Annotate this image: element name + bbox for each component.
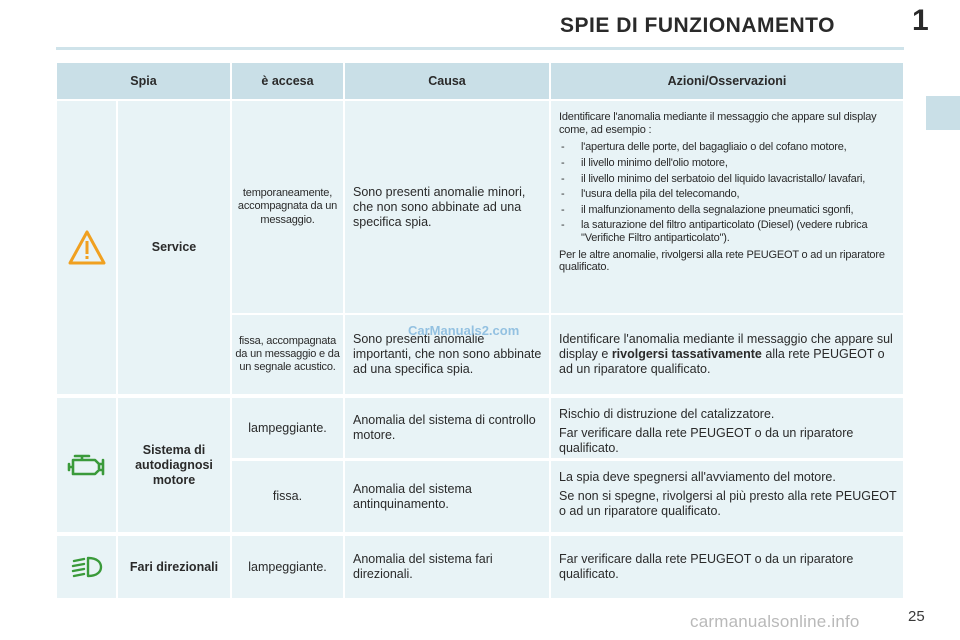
watermark: CarManuals2.com — [408, 323, 520, 338]
engine-action-2-b: Se non si spegne, rivolgersi al più presto alla rete PEUGEOT o ad un riparatore qualificato. — [559, 489, 897, 518]
headlights-cause: Anomalia del sistema fari direzionali. — [345, 536, 549, 598]
engine-icon — [67, 450, 107, 480]
engine-action-1 — [551, 398, 903, 458]
service-action-intro: Identificare l'anomalia mediante il messaggio che appare sul display come, ad esempio : — [559, 111, 877, 136]
headlights-state: lampeggiante. — [232, 536, 343, 598]
col-header-azioni: Azioni/Osservazioni — [551, 63, 903, 99]
list-item: - il livello minimo dell'olio motore, — [559, 157, 897, 170]
engine-cause-2: Anomalia del sistema antinquinamento. — [345, 461, 549, 532]
list-item: - l'apertura delle porte, del bagagliaio o del cofano motore, — [559, 141, 897, 154]
warning-triangle-icon — [67, 229, 107, 267]
list-item: - la saturazione del filtro antiparticolato (Diesel) (vedere rubrica "Verifiche Filtro antiparticolato"). — [559, 219, 897, 244]
page-number: 25 — [908, 608, 925, 625]
headlamp-icon — [70, 556, 104, 578]
service-cause-1: Sono presenti anomalie minori, che non sono abbinate ad una specifica spia. — [345, 101, 549, 313]
engine-action-2-a: La spia deve spegnersi all'avviamento del motore. — [559, 470, 836, 484]
service-action-2 — [551, 315, 903, 394]
title-rule — [56, 47, 904, 50]
service-icon-cell — [57, 101, 116, 394]
service-state-1: temporaneamente, accompagnata da un messaggio. — [232, 101, 343, 313]
service-cause-2: Sono presenti anomalie importanti, che non sono abbinate ad una specifica spia. — [345, 315, 549, 394]
list-item: - il livello minimo del serbatoio del liquido lavacristallo/ lavafari, — [559, 173, 897, 186]
service-state-2: fissa, accompagnata da un messaggio e da un segnale acustico. — [232, 315, 343, 394]
engine-cause-1: Anomalia del sistema di controllo motore. — [345, 398, 549, 458]
chapter-side-tab — [926, 96, 960, 130]
service-action-2-emphasis: rivolgersi tassativamente — [611, 347, 762, 361]
headlamp-icon-cell — [57, 536, 116, 598]
engine-action-1-b: Far verificare dalla rete PEUGEOT o da un riparatore qualificato. — [559, 426, 854, 455]
service-anomaly-list — [559, 141, 897, 244]
service-name: Service — [118, 101, 230, 394]
col-header-spia: Spia — [57, 63, 230, 99]
engine-action-1-a: Rischio di distruzione del catalizzatore. — [559, 407, 775, 421]
engine-state-1: lampeggiante. — [232, 398, 343, 458]
list-item: - il malfunzionamento della segnalazione pneumatici sgonfi, — [559, 204, 897, 217]
chapter-number: 1 — [912, 4, 929, 37]
service-action-1 — [551, 101, 903, 313]
col-header-causa: Causa — [345, 63, 549, 99]
engine-icon-cell — [57, 398, 116, 532]
headlights-name: Fari direzionali — [118, 536, 230, 598]
engine-state-2: fissa. — [232, 461, 343, 532]
list-item: - l'usura della pila del telecomando, — [559, 188, 897, 201]
page-title: SPIE DI FUNZIONAMENTO — [560, 14, 835, 37]
service-action-2-text-end: alla rete PEUGEOT o ad un riparatore qualificato. — [559, 347, 885, 376]
engine-name: Sistema di autodiagnosi motore — [118, 398, 230, 532]
service-action-outro: Per le altre anomalie, rivolgersi alla rete PEUGEOT o ad un riparatore qualificato. — [559, 248, 885, 274]
col-header-accesa: è accesa — [232, 63, 343, 99]
footer-url: carmanualsonline.info — [690, 612, 860, 631]
headlights-action: Far verificare dalla rete PEUGEOT o da un riparatore qualificato. — [551, 536, 903, 598]
service-action-2-text: Identificare l'anomalia mediante il messaggio che appare sul display e — [559, 332, 893, 361]
engine-action-2 — [551, 461, 903, 532]
